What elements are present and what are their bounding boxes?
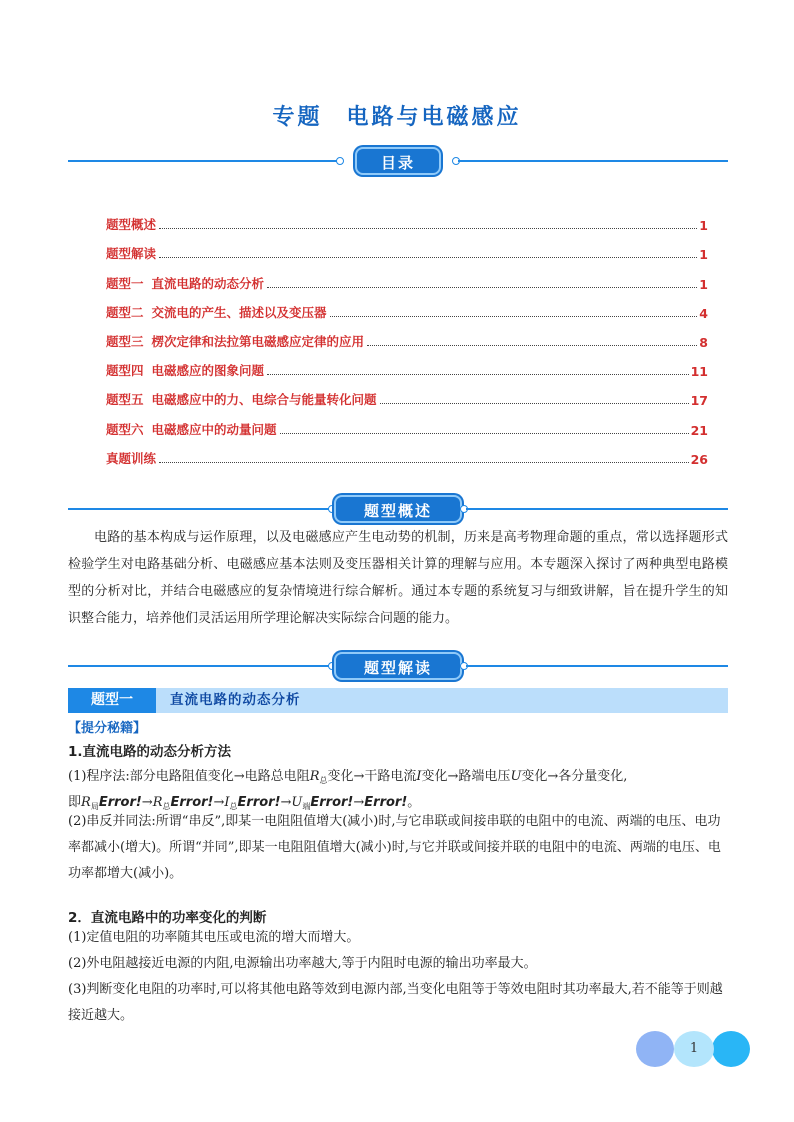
- toc-item[interactable]: [106, 204, 708, 233]
- overview-paragraph: 电路的基本构成与运作原理，以及电磁感应产生电动势的机制，历来是高考物理命题的重点，常以选择题形式检验学生对电路基础分析、电磁感应基本法则及变压器相关计算的理解与应用。本专题深入探讨了两种典型电路模型的分析对比，并结合电磁感应的复杂情境进行综合解析。通过本专题的系统复习与细致讲解，旨在提升学生的知识整合能力，培养他们灵活运用所学理论解决实际综合问题的能力。: [68, 530, 728, 626]
- toc-item[interactable]: [106, 350, 708, 379]
- error-text: Error!: [170, 795, 214, 810]
- toc-item-label: 题型解读: [106, 246, 157, 262]
- toc-item-label: 题型三 楞次定律和法拉第电磁感应定律的应用: [106, 333, 365, 349]
- toc-leader-dots: [367, 345, 697, 346]
- error-text: Error!: [310, 795, 354, 810]
- error-text: Error!: [364, 795, 408, 810]
- toc-page-number: 1: [699, 276, 708, 292]
- type1-tag: 题型一: [68, 688, 156, 713]
- toc-page-number: 4: [699, 305, 708, 321]
- analysis-banner-label: 题型解读: [334, 652, 462, 680]
- toc-leader-dots: [330, 316, 698, 317]
- toc-leader-dots: [159, 257, 697, 258]
- toc-page-number: 17: [690, 393, 708, 409]
- toc-leader-dots: [267, 287, 697, 288]
- section2-heading: 2．直流电路中的功率变化的判断: [68, 910, 267, 926]
- toc-item[interactable]: [106, 438, 708, 467]
- toc-item[interactable]: [106, 292, 708, 321]
- series-parallel-method: (2)串反并同法:所谓“串反”,即某一电阻阻值增大(减小)时,与它串联或间接串联的电阻中的电流、两端的电压、电功率都减小(增大)。所谓“并同”,即某一电阻阻值增大(减小)时,与它并联或间接并联的电阻中的电流、两端的电压、电功率都增大(减小)。: [68, 814, 721, 881]
- toc-item-label: 题型四 电磁感应的图象问题: [106, 363, 265, 379]
- toc-item-label: 题型概述: [106, 217, 157, 233]
- page-number: 1: [674, 1031, 714, 1067]
- type1-title: 直流电路的动态分析: [170, 692, 301, 708]
- toc-leader-dots: [267, 374, 689, 375]
- power-rules-list: [68, 925, 728, 1029]
- toc-item-label: 真题训练: [106, 450, 157, 466]
- overview-banner: [68, 494, 728, 524]
- power-rule-item: (1)定值电阻的功率随其电压或电流的增大而增大。: [68, 930, 360, 945]
- toc-leader-dots: [159, 462, 689, 463]
- overview-banner-label: 题型概述: [334, 495, 462, 523]
- document-title: [0, 100, 794, 131]
- power-rule-item: (2)外电阻越接近电源的内阻,电源输出功率越大,等于内阻时电源的输出功率最大。: [68, 956, 537, 971]
- toc-page-number: 26: [690, 451, 708, 467]
- tips-heading: 【提分秘籍】: [68, 721, 147, 736]
- title-part1: 专题: [272, 105, 323, 130]
- toc-leader-dots: [380, 403, 689, 404]
- toc-item[interactable]: [106, 321, 708, 350]
- toc-leader-dots: [159, 228, 697, 229]
- toc-page-number: 8: [699, 334, 708, 350]
- toc-item-label: 题型一 直流电路的动态分析: [106, 275, 265, 291]
- procedure-chain-formula: 即$R_局Error!\to R_总Error!\to I_总Error!\to U_端Error!\to Error$!。: [68, 795, 421, 811]
- toc-banner: [68, 146, 728, 176]
- table-of-contents: [106, 204, 708, 467]
- toc-page-number: 1: [699, 218, 708, 234]
- toc-item[interactable]: [106, 408, 708, 437]
- toc-page-number: 21: [690, 422, 708, 438]
- toc-page-number: 1: [699, 247, 708, 263]
- section1-heading: 1.直流电路的动态分析方法: [68, 744, 232, 760]
- type1-header-bar: [68, 688, 728, 713]
- toc-leader-dots: [280, 433, 689, 434]
- power-rule-item: (3)判断变化电阻的功率时,可以将其他电路等效到电源内部,当变化电阻等于等效电阻时其功率最大,若不能等于则越接近越大。: [68, 982, 723, 1023]
- toc-item-label: 题型五 电磁感应中的力、电综合与能量转化问题: [106, 392, 377, 408]
- toc-banner-label: 目录: [355, 147, 441, 175]
- page-number-badge: [636, 1031, 752, 1067]
- toc-item-label: 题型二 交流电的产生、描述以及变压器: [106, 304, 327, 320]
- toc-item[interactable]: [106, 379, 708, 408]
- error-text: Error!: [237, 795, 281, 810]
- toc-item[interactable]: [106, 233, 708, 262]
- analysis-banner: [68, 651, 728, 681]
- toc-page-number: 11: [690, 364, 708, 380]
- toc-item-label: 题型六 电磁感应中的动量问题: [106, 421, 277, 437]
- procedure-method-line: (1)程序法:部分电路阻值变化→电路总电阻$R_总$变化→干路电流I变化→路端电压U变化→各分量变化,: [68, 769, 628, 785]
- toc-item[interactable]: [106, 262, 708, 291]
- title-part2: 电路与电磁感应: [346, 105, 522, 130]
- error-text: Error!: [98, 795, 142, 810]
